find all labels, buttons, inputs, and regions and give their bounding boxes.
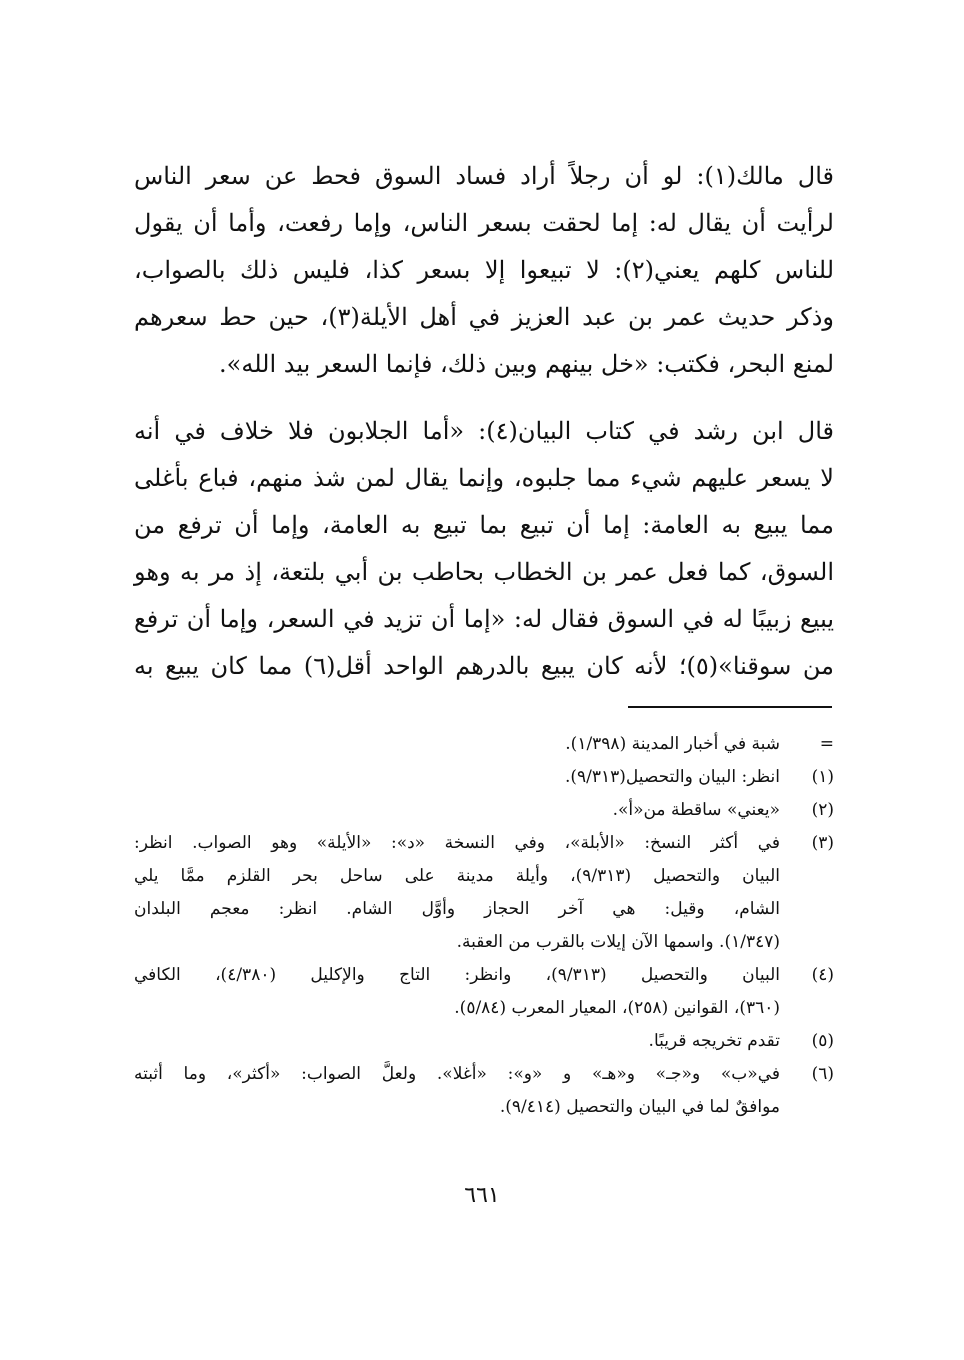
text-line: من سوقنا»(٥)؛ لأنه كان يبيع بالدرهم الواحد أقل(٦) مما كان يبيع به xyxy=(134,652,834,680)
footnote-marker: (٢) xyxy=(811,800,834,820)
footnote-1 xyxy=(134,761,834,794)
page-number: ٦٦١ xyxy=(464,1183,500,1208)
footnote-text-line: (٣٦٠)، القوانين (٢٥٨)، المعيار المعرب (٥/٨٤). xyxy=(454,998,780,1018)
text-line: وذكر حديث عمر بن عبد العزيز في أهل الأيلة(٣)، حين حط سعرهم xyxy=(134,303,834,331)
text-line: مما يبيع به العامة: إما أن تبيع بما تبيع به العامة، وإما أن ترفع من xyxy=(134,511,834,539)
footnote-3 xyxy=(134,827,834,959)
footnote-continuation xyxy=(134,728,834,761)
footnote-text-line: البيان والتحصيل (٩/٣١٣)، وانظر: التاج والإكليل (٤/٣٨٠)، الكافي xyxy=(134,965,781,985)
footnote-separator xyxy=(628,706,832,708)
text-line: للناس كلهم يعني(٢): لا تبيعوا إلا بسعر كذا، فليس ذلك بالصواب، xyxy=(134,256,835,284)
footnote-text-line: شبة في أخبار المدينة (١/٣٩٨). xyxy=(565,734,780,754)
text-line: يبيع زبيبًا له في السوق فقال له: «إما أن تزيد في السعر، وإما أن ترفع xyxy=(134,605,834,633)
paragraph-2 xyxy=(134,408,834,690)
footnote-6 xyxy=(134,1058,834,1124)
paragraph-1 xyxy=(134,153,834,388)
footnote-text-line: في أكثر النسخ: «الأبلة»، وفي النسخة «د»: «الأيلة» وهو الصواب. انظر: xyxy=(134,833,780,853)
footnote-text-line: البيان والتحصيل (٩/٣١٣)، وأيلة مدينة على ساحل بحر القلزم ممَّا يلي xyxy=(134,866,780,886)
footnote-marker: (٣) xyxy=(811,833,834,853)
footnote-marker: (٥) xyxy=(811,1031,834,1051)
footnotes xyxy=(134,728,834,1124)
footnote-marker: = xyxy=(819,734,834,754)
footnote-marker: (٤) xyxy=(811,965,834,985)
footnote-marker: (٦) xyxy=(811,1064,834,1084)
footnote-text-line: انظر: البيان والتحصيل(٩/٣١٣). xyxy=(564,767,780,787)
footnote-marker: (١) xyxy=(811,767,834,787)
footnote-5 xyxy=(134,1025,834,1058)
footnote-text-line: «يعني» ساقطة من«أ». xyxy=(612,800,780,820)
footnote-text-line: الشام، وقيل: هي آخر الحجاز وأوَّل الشام. انظر: معجم البلدان xyxy=(134,899,780,919)
text-line: قال مالك(١): لو أن رجلاً أراد فساد السوق فحط عن سعر الناس xyxy=(134,162,835,190)
footnote-text-line: في«ب» و«جـ» و«هـ» و «و»: «أغلا». ولعلَّ الصواب: «أكثر»، وما أثبته xyxy=(134,1064,780,1084)
footnote-text-line: موافقٌ لما في البيان والتحصيل (٩/٤١٤). xyxy=(499,1097,780,1117)
text-line: لرأيت أن يقال له: إما لحقت بسعر الناس، وإما رفعت، وأما أن يقول xyxy=(134,209,834,237)
text-line: قال ابن رشد في كتاب البيان(٤): «أما الجلابون فلا خلاف في أنه xyxy=(134,417,834,445)
footnote-text-line: تقدم تخريجه قريبًا. xyxy=(648,1031,780,1051)
text-line: لمنع البحر، فكتب: «خل بينهم وبين ذلك، فإنما السعر بيد الله». xyxy=(219,350,834,378)
text-line: السوق، كما فعل عمر بن الخطاب بحاطب بن أبي بلتعة، إذ مر به وهو xyxy=(134,558,835,586)
footnote-text-line: (١/٣٤٧). واسمها الآن إيلات بالقرب من العقبة. xyxy=(456,932,780,952)
footnote-2 xyxy=(134,794,834,827)
text-line: لا يسعر عليهم شيء مما جلبوه، وإنما يقال لمن شذ منهم، فباع بأغلى xyxy=(134,464,834,492)
footnote-4 xyxy=(134,959,834,1025)
